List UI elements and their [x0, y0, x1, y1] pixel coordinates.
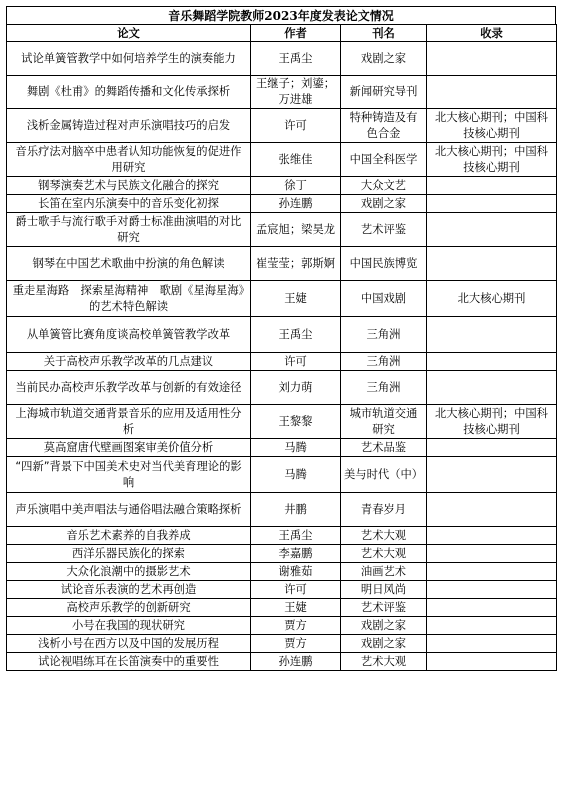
- paper-cell: 小号在我国的现状研究: [7, 617, 251, 635]
- table-row: [7, 635, 557, 653]
- column-header-author: 作者: [251, 25, 341, 42]
- table-row: [7, 281, 557, 317]
- author-cell: 许可: [251, 353, 341, 371]
- paper-cell: 从单簧管比赛角度谈高校单簧管教学改革: [7, 317, 251, 353]
- author-cell: 李嘉鹏: [251, 545, 341, 563]
- index-cell: [427, 527, 557, 545]
- author-cell: 谢雅茹: [251, 563, 341, 581]
- index-cell: [427, 439, 557, 457]
- paper-cell: 声乐演唱中美声唱法与通俗唱法融合策略探析: [7, 493, 251, 527]
- author-cell: 孙连鹏: [251, 653, 341, 671]
- journal-cell: 油画艺术: [341, 563, 427, 581]
- index-cell: 北大核心期刊；中国科技核心期刊: [427, 143, 557, 177]
- index-cell: [427, 42, 557, 76]
- index-cell: [427, 635, 557, 653]
- table-row: [7, 493, 557, 527]
- journal-cell: 青春岁月: [341, 493, 427, 527]
- journal-cell: 明日风尚: [341, 581, 427, 599]
- paper-cell: 高校声乐教学的创新研究: [7, 599, 251, 617]
- table-row: [7, 177, 557, 195]
- index-cell: [427, 545, 557, 563]
- paper-cell: 大众化浪潮中的摄影艺术: [7, 563, 251, 581]
- journal-cell: 艺术大观: [341, 545, 427, 563]
- paper-cell: 钢琴演奏艺术与民族文化融合的探究: [7, 177, 251, 195]
- table-row: [7, 247, 557, 281]
- author-cell: 马腾: [251, 439, 341, 457]
- index-cell: [427, 457, 557, 493]
- index-cell: [427, 213, 557, 247]
- journal-cell: 戏剧之家: [341, 195, 427, 213]
- journal-cell: 艺术评鉴: [341, 599, 427, 617]
- index-cell: [427, 371, 557, 405]
- journal-cell: 艺术大观: [341, 653, 427, 671]
- paper-cell: 关于高校声乐教学改革的几点建议: [7, 353, 251, 371]
- index-cell: 北大核心期刊；中国科技核心期刊: [427, 405, 557, 439]
- index-cell: [427, 493, 557, 527]
- column-header-journal: 刊名: [341, 25, 427, 42]
- index-cell: [427, 195, 557, 213]
- journal-cell: 特种铸造及有色合金: [341, 109, 427, 143]
- journal-cell: 艺术评鉴: [341, 213, 427, 247]
- index-cell: [427, 247, 557, 281]
- author-cell: 王继子；刘鎏；万进雄: [251, 76, 341, 109]
- author-cell: 刘力萌: [251, 371, 341, 405]
- journal-cell: 中国民族博览: [341, 247, 427, 281]
- table-row: [7, 213, 557, 247]
- journal-cell: 三角洲: [341, 353, 427, 371]
- index-cell: [427, 599, 557, 617]
- journal-cell: 三角洲: [341, 317, 427, 353]
- paper-cell: 当前民办高校声乐教学改革与创新的有效途径: [7, 371, 251, 405]
- paper-cell: 舞剧《杜甫》的舞蹈传播和文化传承探析: [7, 76, 251, 109]
- index-cell: [427, 177, 557, 195]
- table-row: [7, 599, 557, 617]
- paper-cell: 音乐艺术素养的自我养成: [7, 527, 251, 545]
- paper-cell: 长笛在室内乐演奏中的音乐变化初探: [7, 195, 251, 213]
- author-cell: 许可: [251, 581, 341, 599]
- paper-cell: 浅析金属铸造过程对声乐演唱技巧的启发: [7, 109, 251, 143]
- author-cell: 王禹尘: [251, 42, 341, 76]
- author-cell: 贾方: [251, 635, 341, 653]
- table-row: [7, 439, 557, 457]
- paper-cell: 莫高窟唐代壁画图案审美价值分析: [7, 439, 251, 457]
- index-cell: 北大核心期刊；中国科技核心期刊: [427, 109, 557, 143]
- journal-cell: 中国全科医学: [341, 143, 427, 177]
- paper-cell: 重走星海路 探索星海精神 歌剧《星海星海》的艺术特色解读: [7, 281, 251, 317]
- table-row: [7, 195, 557, 213]
- paper-cell: 音乐疗法对脑卒中患者认知功能恢复的促进作用研究: [7, 143, 251, 177]
- journal-cell: 戏剧之家: [341, 42, 427, 76]
- table-row: [7, 527, 557, 545]
- paper-cell: 试论音乐表演的艺术再创造: [7, 581, 251, 599]
- journal-cell: 中国戏剧: [341, 281, 427, 317]
- journal-cell: 戏剧之家: [341, 635, 427, 653]
- author-cell: 孟宸旭；梁昊龙: [251, 213, 341, 247]
- author-cell: 王黎黎: [251, 405, 341, 439]
- index-cell: [427, 317, 557, 353]
- paper-cell: 上海城市轨道交通背景音乐的应用及适用性分析: [7, 405, 251, 439]
- table-row: [7, 617, 557, 635]
- index-cell: 北大核心期刊: [427, 281, 557, 317]
- journal-cell: 新闻研究导刊: [341, 76, 427, 109]
- table-row: [7, 353, 557, 371]
- author-cell: 王婕: [251, 599, 341, 617]
- table-row: [7, 76, 557, 109]
- author-cell: 贾方: [251, 617, 341, 635]
- journal-cell: 艺术大观: [341, 527, 427, 545]
- document-page: [6, 6, 556, 671]
- paper-cell: 试论单簧管教学中如何培养学生的演奏能力: [7, 42, 251, 76]
- table-row: [7, 109, 557, 143]
- index-cell: [427, 563, 557, 581]
- table-row: [7, 563, 557, 581]
- document-title: 音乐舞蹈学院教师2023年度发表论文情况: [6, 6, 556, 24]
- table-row: [7, 143, 557, 177]
- table-row: [7, 457, 557, 493]
- index-cell: [427, 581, 557, 599]
- table-row: [7, 405, 557, 439]
- author-cell: 井鹏: [251, 493, 341, 527]
- table-row: [7, 317, 557, 353]
- paper-cell: 钢琴在中国艺术歌曲中扮演的角色解读: [7, 247, 251, 281]
- author-cell: 王禹尘: [251, 317, 341, 353]
- author-cell: 王婕: [251, 281, 341, 317]
- author-cell: 马腾: [251, 457, 341, 493]
- journal-cell: 大众文艺: [341, 177, 427, 195]
- column-header-paper: 论文: [7, 25, 251, 42]
- journal-cell: 三角洲: [341, 371, 427, 405]
- journal-cell: 美与时代（中）: [341, 457, 427, 493]
- table-row: [7, 581, 557, 599]
- index-cell: [427, 617, 557, 635]
- paper-cell: 爵士歌手与流行歌手对爵士标准曲演唱的对比研究: [7, 213, 251, 247]
- table-row: [7, 371, 557, 405]
- journal-cell: 戏剧之家: [341, 617, 427, 635]
- journal-cell: 艺术品鉴: [341, 439, 427, 457]
- table-row: [7, 42, 557, 76]
- papers-table: [6, 24, 557, 671]
- paper-cell: 西洋乐器民族化的探索: [7, 545, 251, 563]
- paper-cell: 浅析小号在西方以及中国的发展历程: [7, 635, 251, 653]
- index-cell: [427, 653, 557, 671]
- author-cell: 孙连鹏: [251, 195, 341, 213]
- index-cell: [427, 353, 557, 371]
- journal-cell: 城市轨道交通研究: [341, 405, 427, 439]
- paper-cell: 试论视唱练耳在长笛演奏中的重要性: [7, 653, 251, 671]
- author-cell: 徐丁: [251, 177, 341, 195]
- table-row: [7, 545, 557, 563]
- table-row: [7, 653, 557, 671]
- paper-cell: “四新”背景下中国美术史对当代美育理论的影响: [7, 457, 251, 493]
- table-header-row: [7, 25, 557, 42]
- index-cell: [427, 76, 557, 109]
- author-cell: 张维佳: [251, 143, 341, 177]
- column-header-index: 收录: [427, 25, 557, 42]
- author-cell: 王禹尘: [251, 527, 341, 545]
- author-cell: 许可: [251, 109, 341, 143]
- author-cell: 崔莹莹；郭斯婀: [251, 247, 341, 281]
